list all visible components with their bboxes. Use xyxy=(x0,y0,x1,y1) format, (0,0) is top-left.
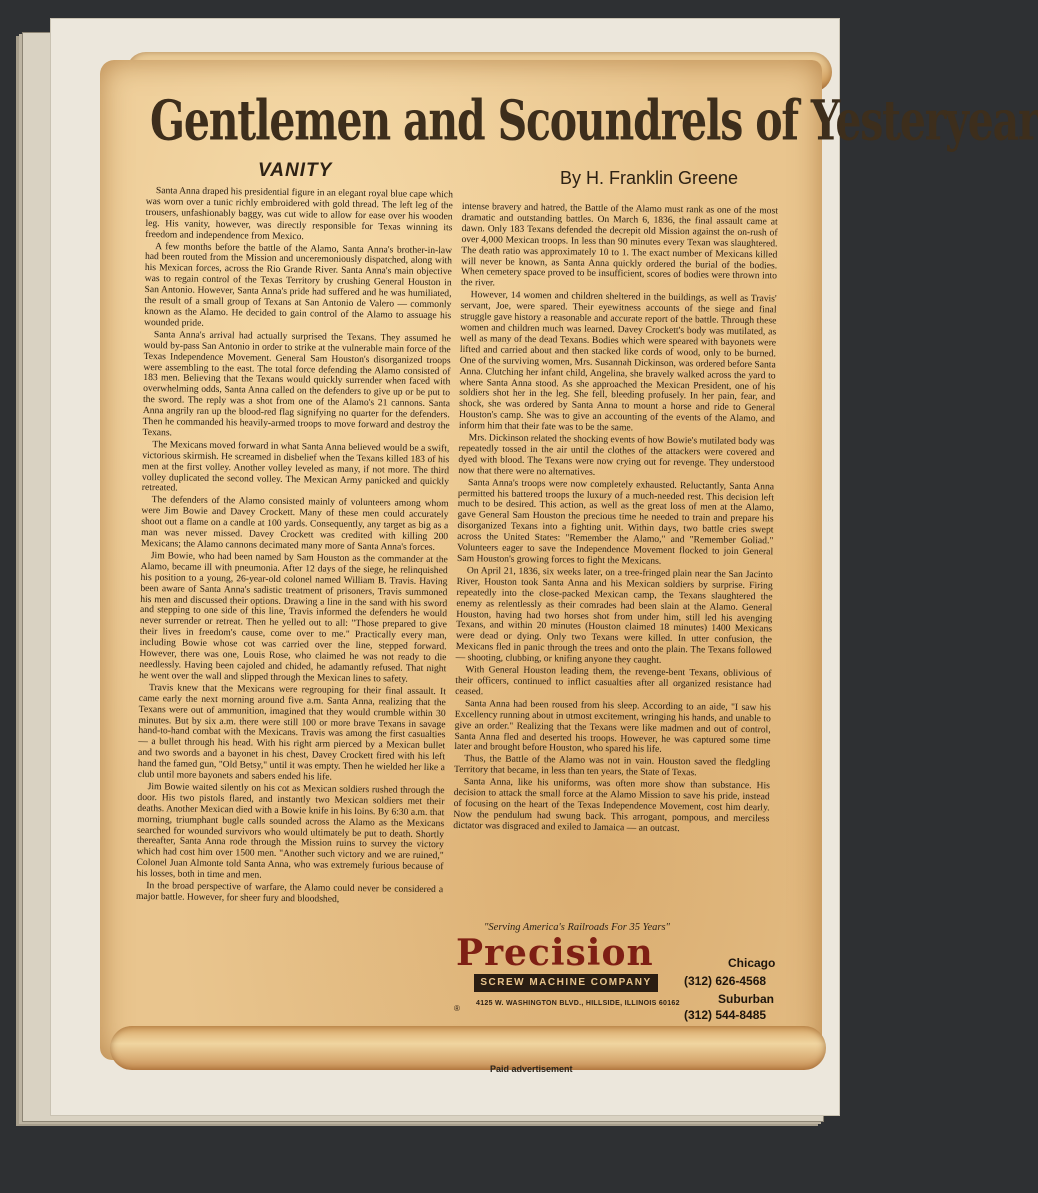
ad-slogan: "Serving America's Railroads For 35 Years" xyxy=(484,922,670,933)
paragraph: Santa Anna had been roused from his sleep. According to an aide, "I saw his Excellency running about in utmost excitement, wringing his hands, and unable to give an order." Realizing that the Texans were like madmen and out of control, Santa Anna fled and deserted his troops. However, he was captured some time later and brought before Houston, who spared his life. xyxy=(454,697,772,756)
article-subtitle: VANITY xyxy=(258,160,333,181)
ad-company-banner: SCREW MACHINE COMPANY xyxy=(474,974,658,992)
scroll-bottom-roll xyxy=(110,1026,826,1070)
paragraph: The defenders of the Alamo consisted mainly of volunteers among whom were Jim Bowie and Davey Crockett. Many of these men could accurately shoot out a flame on a candle at 100 yards. Consequently, any target as big as a man was never missed. Davey Crockett was credited with killing 200 Mexicans; the Alamo cannons decimated many more of Santa Anna's forces. xyxy=(140,494,449,554)
paragraph: Jim Bowie, who had been named by Sam Houston as the commander at the Alamo, became ill with pneumonia. After 12 days of the siege, he relinquished his position to a young, 26-year-old colonel named William B. Travis. Having been aware of Santa Anna's sadistic treatment of prisoners, Travis summoned his men and discussed their options. Drawing a line in the sand with his sword and stepping to one side of this line, Travis informed the defenders he would never surrender or retreat. Then he yelled out to all: "Those prepared to give their lives in freedom's cause, come over to me." Practically every man, including Bowie whose cot was carried over the line, stepped forward. However, there was one, Louis Rose, who claimed he was not ready to die needlessly. Having been cajoled and chided, he adamantly refused. That night he went over the wall and slipped through the Mexican lines to safety. xyxy=(139,550,448,685)
paragraph: However, 14 women and children sheltered in the buildings, as well as Travis' servant, Joe, were spared. Their eyewitness accounts of the siege and final struggle gave history a reasonable and accurate report of the battle. Through these women and children much was learned. Davey Crockett's body was mutilated, as well as many of the dead Texans. Bodies which were speared with bayonets were lifted and carried about and then stacked like cords of wood, only to be burned. One of the surviving women, Mrs. Susannah Dickinson, was ordered before Santa Anna. Clutching her infant child, Angelina, she bravely walked across the yard to where Santa Anna stood. As she approached the Mexican President, one of his soldiers shot her in the leg. She fell, bleeding profusely. In her pain, fear, and shock, she was ordered by Santa Anna to mount a horse and ride to General Houston's camp. She was to give an accounting of the events of the Alamo, and inform him that their fate was to be the same. xyxy=(458,289,777,434)
paragraph: With General Houston leading them, the revenge-bent Texans, oblivious of their officers, continued to inflict casualties after all organized resistance had ceased. xyxy=(455,664,772,698)
paragraph: Thus, the Battle of the Alamo was not in vain. Houston saved the fledgling Territory that became, in less than ten years, the State of Texas. xyxy=(453,753,771,779)
article-column-left xyxy=(135,186,453,1008)
paragraph: Travis knew that the Mexicans were regrouping for their final assault. It came early the next morning around five a.m. Santa Anna, realizing that the Texans were out of ammunition, imagined that they would crumble within 30 minutes. But by six a.m. there were still 100 or more brave Texans in savage hand-to-hand combat with the Mexicans. Travis was among the first casualties — a bullet through his head. With his right arm pierced by a Mexican bullet and two swords and a bayonet in his chest, Davey Crockett fired with his left hand the famed gun, "Old Betsy," until it was empty. Then he wielded her like a club until more bayonets and sabers ended his life. xyxy=(137,681,447,783)
article-title: Gentlemen and Scoundrels of Yesteryear xyxy=(150,88,1038,153)
paragraph: Santa Anna's arrival had actually surprised the Texans. They assumed he would by-pass San Antonio in order to strike at the vulnerable main force of the Texas Independence Movement. General Sam Houston's disorganized troops were assembling to the east. The total force defending the Alamo consisted of 183 men. Believing that the Texans would quickly surrender when faced with overwhelming odds, Santa Anna called on the defenders to give up or be put to the sword. The reply was a shot from one of the Alamo's 21 cannons. Santa Anna angrily ran up the blood-red flag signifying no quarter for the defenders. Then he commanded his heavily-armed troops to move forward and destroy the Texans. xyxy=(142,328,451,439)
paragraph: The Mexicans moved forward in what Santa Anna believed would be a swift, victorious skirmish. He screamed in disbelief when the Texans killed 183 of his men at the first volley. Another volley leveled as many, if not more. The third volley duplicated the second volley. The Mexican Army panicked and quickly retreated. xyxy=(141,438,450,494)
registered-mark: ® xyxy=(454,1004,460,1013)
paragraph: A few months before the battle of the Alamo, Santa Anna's brother-in-law had been routed from the Mission and unceremoniously dispatched, along with his Mexican forces, across the Rio Grande River. Santa Anna's main objective was to regain control of the Texas Territory by crushing General Houston in San Antonio. However, Santa Anna's pride had suffered and he was humiliated, the result of a small group of Texans at San Antonio de Valero — commonly known as the Alamo. He decided to gain control of the Alamo to assuage his wounded pride. xyxy=(144,240,453,329)
paragraph: Santa Anna draped his presidential figure in an elegant royal blue cape which was worn over a tunic richly embroidered with gold thread. The left leg of the trousers, unfashionably baggy, was cut wide to allow for ease over his wooden leg. His vanity, however, was directly responsible for Texas winning its freedom and independence from Mexico. xyxy=(145,185,453,242)
contact-label-chicago: Chicago xyxy=(728,956,776,970)
paragraph: Mrs. Dickinson related the shocking events of how Bowie's mutilated body was repeatedly tossed in the air until the clothes of the attackers were covered and dyed with blood. The Texans were now crying out for revenge. They understood now that there were no alternatives. xyxy=(458,432,775,478)
paid-advertisement-note: Paid advertisement xyxy=(490,1064,573,1074)
ad-address: 4125 W. WASHINGTON BLVD., HILLSIDE, ILLINOIS 60162 xyxy=(476,1000,680,1007)
paragraph: On April 21, 1836, six weeks later, on a tree-fringed plain near the San Jacinto River, Houston took Santa Anna and his Mexican soldiers by surprise. Firing repeatedly into the close-packed Mexican camp, the Texans slaughtered the enemy as relentlessly as their comrades had been slain at the Alamo. General Houston, having had two horses shot from under him, still led his avenging Texans, and within 20 minutes (Houston claimed 18 minutes) 1400 Mexicans were dead or dying. Only two Texans were killed. In utter confusion, the Mexicans fled in panic through the trees and onto the plain. The Texans followed — shooting, clubbing, or knifing anyone they caught. xyxy=(455,565,773,666)
contact-phone-chicago: (312) 626-4568 xyxy=(684,974,767,988)
paragraph: In the broad perspective of warfare, the Alamo could never be considered a major battle. However, for sheer fury and bloodshed, xyxy=(136,880,444,905)
paragraph: Santa Anna, like his uniforms, was often more show than substance. His decision to attack the small force at the Alamo Mission to save his pride, instead of focusing on the heart of the Texas Independence Movement, cost him dearly. Now the pendulum had swung back. This arrogant, pompous, and merciless dictator was disgraced and exiled to Jamaica — an outcast. xyxy=(453,776,770,834)
article-byline: By H. Franklin Greene xyxy=(560,168,739,188)
contact-phone-suburban: (312) 544-8485 xyxy=(684,1008,767,1022)
precision-advertisement xyxy=(452,918,782,1022)
article-column-right xyxy=(452,202,778,918)
contact-label-suburban: Suburban xyxy=(718,992,774,1006)
ad-brand-logo: Precision xyxy=(456,932,654,974)
paragraph: Santa Anna's troops were now completely exhausted. Reluctantly, Santa Anna permitted his battered troops the luxury of a much-needed rest. This decision left much to be desired. This action, as well as the great loss of men at the Alamo, gave General Sam Houston the precious time he needed to train and prepare his disorganized Texans into a fighting unit. Within days, two battle cries swept across the United States: "Remember the Alamo," and "Remember Goliad." Volunteers eager to save the Independence Movement flocked to join General Sam Houston's growing forces to fight the Mexicans. xyxy=(456,476,775,567)
paragraph: intense bravery and hatred, the Battle of the Alamo must rank as one of the most dramatic and outstanding battles. On March 6, 1836, the final assault came at dawn. Only 183 Texans defended the decrepit old Mission against the on-rush of over 4,000 Mexican troops. In less than 90 minutes every Texan was slaughtered. The death ratio was approximately 10 to 1. The exact number of Mexicans killed will never be known, as Santa Anna quickly ordered the burial of the bodies. When cemetery space proved to be insufficient, scores of bodies were thrown into the river. xyxy=(460,201,778,289)
paragraph: Jim Bowie waited silently on his cot as Mexican soldiers rushed through the door. His two pistols flared, and instantly two Mexican soldiers met their deaths. Another Mexican died with a Bowie knife in his loins. By 6:30 a.m. that morning, triumphant bugle calls sounded across the Alamo as the Mexicans searched for wounded survivors who would ultimately be put to death. Shortly thereafter, Santa Anna rode through the Mission ruins to survey the victory which had cost him over 1500 men. "Another such victory and we are ruined," Colonel Juan Almonte told Santa Anna, who was extremely furious because of his losses, both in time and men. xyxy=(136,781,445,881)
